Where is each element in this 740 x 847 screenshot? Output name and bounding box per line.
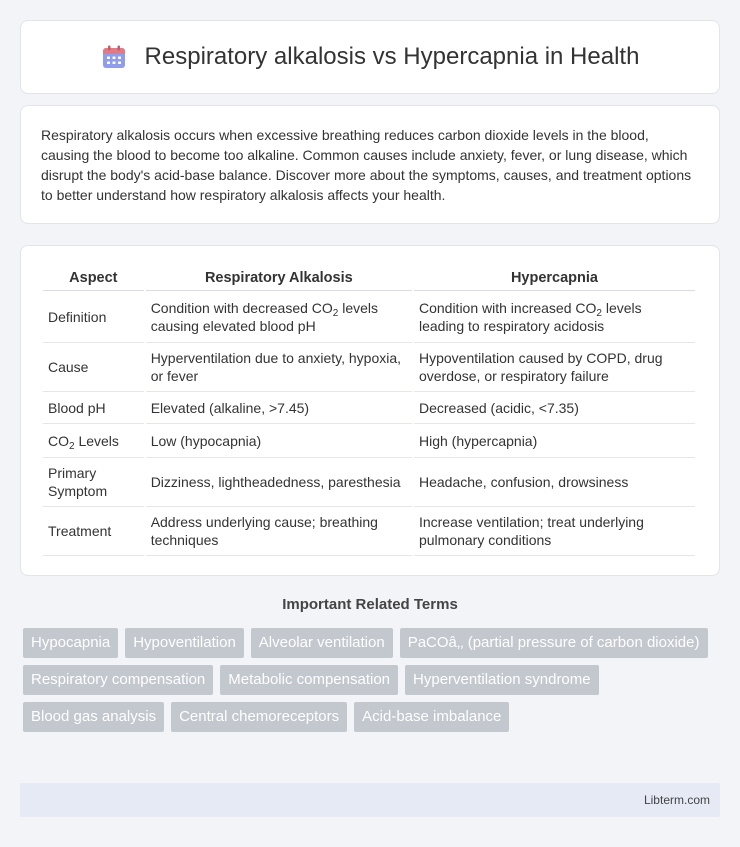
row-hypercapnia-value: Increase ventilation; treat underlying pulmonary conditions xyxy=(414,507,695,556)
row-alkalosis-value: Hyperventilation due to anxiety, hypoxia, or fever xyxy=(146,343,412,392)
intro-text: Respiratory alkalosis occurs when excessive breathing reduces carbon dioxide levels in the blood, causing the blood to become too alkaline. Common causes include anxiety, fever, or lung disease, which disrupt the body's acid-base balance. Discover more about the symptoms, causes, and treatment options to better understand how respiratory alkalosis affects your health. xyxy=(41,127,692,203)
row-hypercapnia-value: Hypoventilation caused by COPD, drug overdose, or respiratory failure xyxy=(414,343,695,392)
table-header-row xyxy=(43,266,695,291)
related-terms-list xyxy=(23,628,723,732)
term-tag[interactable]: Hypoventilation xyxy=(125,628,244,658)
footer xyxy=(20,783,720,817)
footer-brand-link[interactable]: Libterm.com xyxy=(643,793,710,807)
intro-card xyxy=(20,105,720,224)
row-aspect: Treatment xyxy=(43,507,144,556)
row-hypercapnia-value: Headache, confusion, drowsiness xyxy=(414,458,695,507)
row-alkalosis-value: Low (hypocapnia) xyxy=(146,424,412,458)
row-aspect: $CO_2$ Levels xyxy=(43,424,144,458)
row-alkalosis-value: Dizziness, lightheadedness, paresthesia xyxy=(146,458,412,507)
page-title: Respiratory alkalosis vs Hypercapnia in Health xyxy=(144,43,640,70)
header-aspect: Aspect xyxy=(43,266,144,291)
term-tag[interactable]: Hyperventilation syndrome xyxy=(405,665,599,695)
comparison-card xyxy=(20,245,720,576)
calendar-grid-icon xyxy=(101,44,127,70)
table-row xyxy=(43,392,695,424)
term-tag[interactable]: PaCOâ‚‚ (partial pressure of carbon dioxide) xyxy=(400,628,708,658)
header-respiratory-alkalosis: Respiratory Alkalosis xyxy=(146,266,412,291)
table-row xyxy=(43,424,695,458)
row-hypercapnia-value: Condition with increased $CO_2$ levels leading to respiratory acidosis xyxy=(414,291,695,343)
title-card xyxy=(20,20,720,94)
row-aspect: Blood pH xyxy=(43,392,144,424)
row-alkalosis-value: Condition with decreased $CO_2$ levels causing elevated blood pH xyxy=(146,291,412,343)
related-terms-heading: Important Related Terms xyxy=(282,596,458,613)
row-alkalosis-value: Address underlying cause; breathing techniques xyxy=(146,507,412,556)
term-tag[interactable]: Acid-base imbalance xyxy=(354,702,509,732)
row-hypercapnia-value: High (hypercapnia) xyxy=(414,424,695,458)
table-row xyxy=(43,458,695,507)
term-tag[interactable]: Blood gas analysis xyxy=(23,702,164,732)
row-alkalosis-value: Elevated (alkaline, >7.45) xyxy=(146,392,412,424)
term-tag[interactable]: Hypocapnia xyxy=(23,628,118,658)
term-tag[interactable]: Respiratory compensation xyxy=(23,665,213,695)
term-tag[interactable]: Metabolic compensation xyxy=(220,665,398,695)
row-aspect: Cause xyxy=(43,343,144,392)
comparison-table xyxy=(41,266,697,556)
table-row xyxy=(43,291,695,343)
table-row xyxy=(43,507,695,556)
header-hypercapnia: Hypercapnia xyxy=(414,266,695,291)
row-aspect: Definition xyxy=(43,291,144,343)
table-row xyxy=(43,343,695,392)
row-aspect: Primary Symptom xyxy=(43,458,144,507)
term-tag[interactable]: Alveolar ventilation xyxy=(251,628,393,658)
row-hypercapnia-value: Decreased (acidic, <7.35) xyxy=(414,392,695,424)
term-tag[interactable]: Central chemoreceptors xyxy=(171,702,347,732)
